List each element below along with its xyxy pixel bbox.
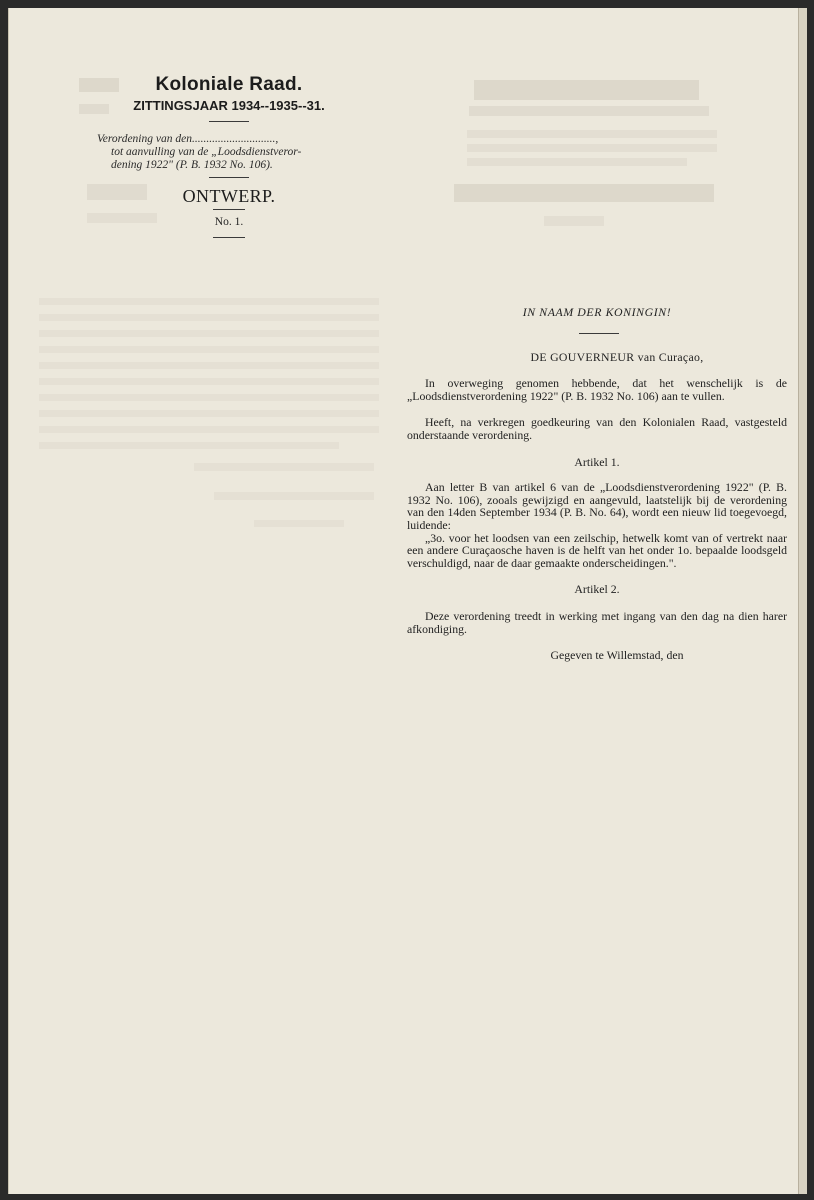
- bleed-mark: [254, 520, 344, 527]
- bleed-mark: [39, 346, 379, 353]
- article-2-text: Deze verordening treedt in werking met ingang van den dag na dien harer afkondiging.: [407, 608, 787, 636]
- given-at: Gegeven te Willemstad, den: [550, 648, 684, 663]
- divider: [213, 237, 245, 238]
- divider: [209, 177, 249, 178]
- invocation: IN NAAM DER KONINGIN!: [522, 305, 672, 319]
- article-1-text: Aan letter B van artikel 6 van de „Loodsdienstverordening 1922" (P. B. 1932 No. 106), zooals gewijzigd en aangevuld, laatstelijk bij de verordening van den 14den September 1934 (P. B. No. 64), wordt een nieuw lid toegevoegd, luidende:: [407, 480, 787, 532]
- bleed-mark: [454, 184, 714, 202]
- article-1-heading: Artikel 1.: [574, 454, 620, 469]
- title-block: [69, 74, 389, 122]
- bleed-mark: [469, 106, 709, 116]
- divider: [209, 121, 249, 122]
- bleed-mark: [467, 144, 717, 152]
- bleed-mark: [39, 314, 379, 321]
- ordinance-body: [407, 306, 787, 662]
- considering-paragraph: In overweging genomen hebbende, dat het wenschelijk is de „Loodsdienstverordening 1922" (P. B. 1932 No. 106) aan te vullen.: [407, 376, 787, 403]
- bleed-mark: [194, 463, 374, 471]
- page-edge: [798, 8, 807, 1194]
- ordinance-line: tot aanvulling van de „Loodsdienstveror-: [111, 146, 302, 158]
- divider: [579, 333, 619, 334]
- bleed-mark: [39, 330, 379, 337]
- ordinance-line: Verordening van den.............................,: [97, 133, 279, 145]
- divider: [213, 209, 245, 210]
- approval-paragraph: Heeft, na verkregen goedkeuring van den Kolonialen Raad, vastgesteld onderstaande verordening.: [407, 415, 787, 442]
- bleed-mark: [39, 426, 379, 433]
- bleed-mark: [39, 362, 379, 369]
- document-page: [8, 8, 799, 1194]
- governor-line: DE GOUVERNEUR van Curaçao,: [530, 349, 704, 364]
- article-2-heading: Artikel 2.: [574, 582, 620, 597]
- article-1-quote: „3o. voor het loodsen van een zeilschip, hetwelk komt van of vertrekt naar een andere Curaçaosche haven is de helft van het onder 1o. bepaalde loodsgeld verschuldigd, naar de daar gemaakte onderscheidingen.".: [407, 530, 787, 570]
- bleed-mark: [474, 80, 699, 100]
- bleed-mark: [39, 410, 379, 417]
- bleed-mark: [467, 130, 717, 138]
- document-number: No. 1.: [214, 216, 244, 228]
- bleed-mark: [39, 442, 339, 449]
- ordinance-line: dening 1922" (P. B. 1932 No. 106).: [111, 159, 273, 171]
- ordinance-title: [97, 133, 397, 172]
- council-name: Koloniale Raad.: [155, 74, 303, 95]
- bleed-mark: [39, 394, 379, 401]
- bleed-mark: [39, 298, 379, 305]
- bleed-mark: [544, 216, 604, 226]
- session-year: ZITTINGSJAAR 1934--1935--31.: [133, 98, 325, 113]
- bleed-mark: [39, 378, 379, 385]
- bleed-mark: [467, 158, 687, 166]
- bleed-mark: [214, 492, 374, 500]
- draft-title: ONTWERP.: [182, 186, 276, 206]
